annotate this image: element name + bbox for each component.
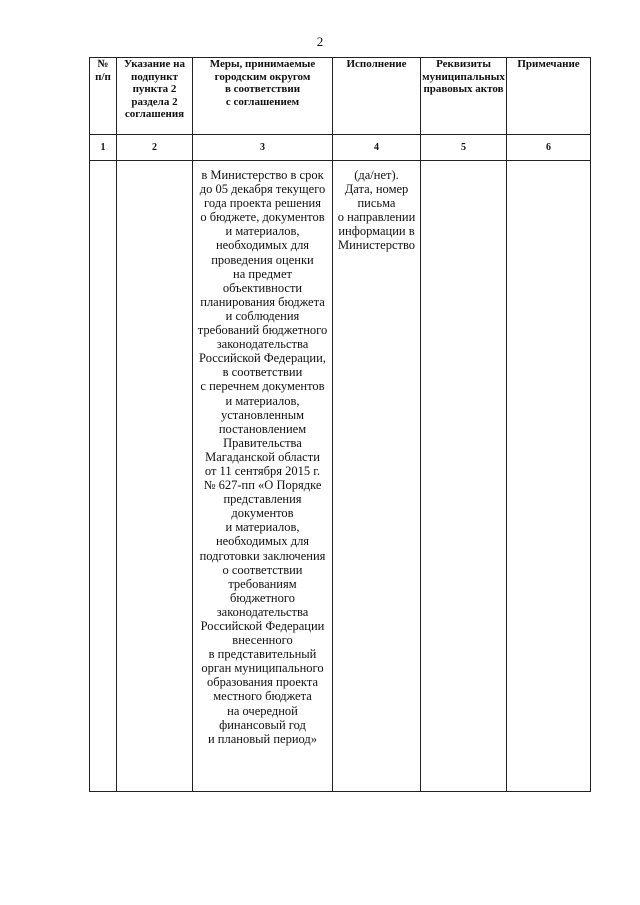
header-execution: Исполнение bbox=[333, 58, 421, 135]
page-number: 2 bbox=[316, 34, 324, 49]
measures-text: в Министерство в срок до 05 декабря текущего года проекта решения о бюджете, документов и материалов, необходимых для проведения оценки на предмет объективности планирования бюджета и соблюдения требований бюджетного законодательства Российской Федерации, в соответствии с перечнем документов и материалов, установленным постановлением Правительства Магаданской области от 11 сентября 2015 г. № 627-пп «О Порядке представления документов и материалов, необходимых для подготовки заключения о соответствии требованиям бюджетного законодательства Российской Федерации внесенного в представительный орган муниципального образования проекта местного бюджета на очередной финансовый год и плановый период» bbox=[197, 168, 328, 746]
column-number: 3 bbox=[193, 135, 333, 161]
execution-text: (да/нет). Дата, номер письма о направлении информации в Министерство bbox=[337, 168, 416, 253]
column-number: 1 bbox=[90, 135, 117, 161]
cell-row-number bbox=[90, 161, 117, 792]
cell-agreement-reference bbox=[117, 161, 193, 792]
header-note: Примечание bbox=[507, 58, 591, 135]
column-number-row bbox=[90, 135, 591, 161]
table-header-row bbox=[90, 58, 591, 135]
measures-table bbox=[89, 57, 591, 792]
column-number: 2 bbox=[117, 135, 193, 161]
table-row bbox=[90, 161, 591, 792]
cell-execution bbox=[333, 161, 421, 792]
header-row-number: № п/п bbox=[90, 58, 117, 135]
cell-legal-acts bbox=[421, 161, 507, 792]
header-measures: Меры, принимаемые городским округом в соответствии с соглашением bbox=[193, 58, 333, 135]
column-number: 5 bbox=[421, 135, 507, 161]
column-number: 6 bbox=[507, 135, 591, 161]
cell-measures bbox=[193, 161, 333, 792]
cell-note bbox=[507, 161, 591, 792]
header-legal-acts: Реквизиты муниципальных правовых актов bbox=[421, 58, 507, 135]
header-agreement-reference: Указание на подпункт пункта 2 раздела 2 соглашения bbox=[117, 58, 193, 135]
column-number: 4 bbox=[333, 135, 421, 161]
